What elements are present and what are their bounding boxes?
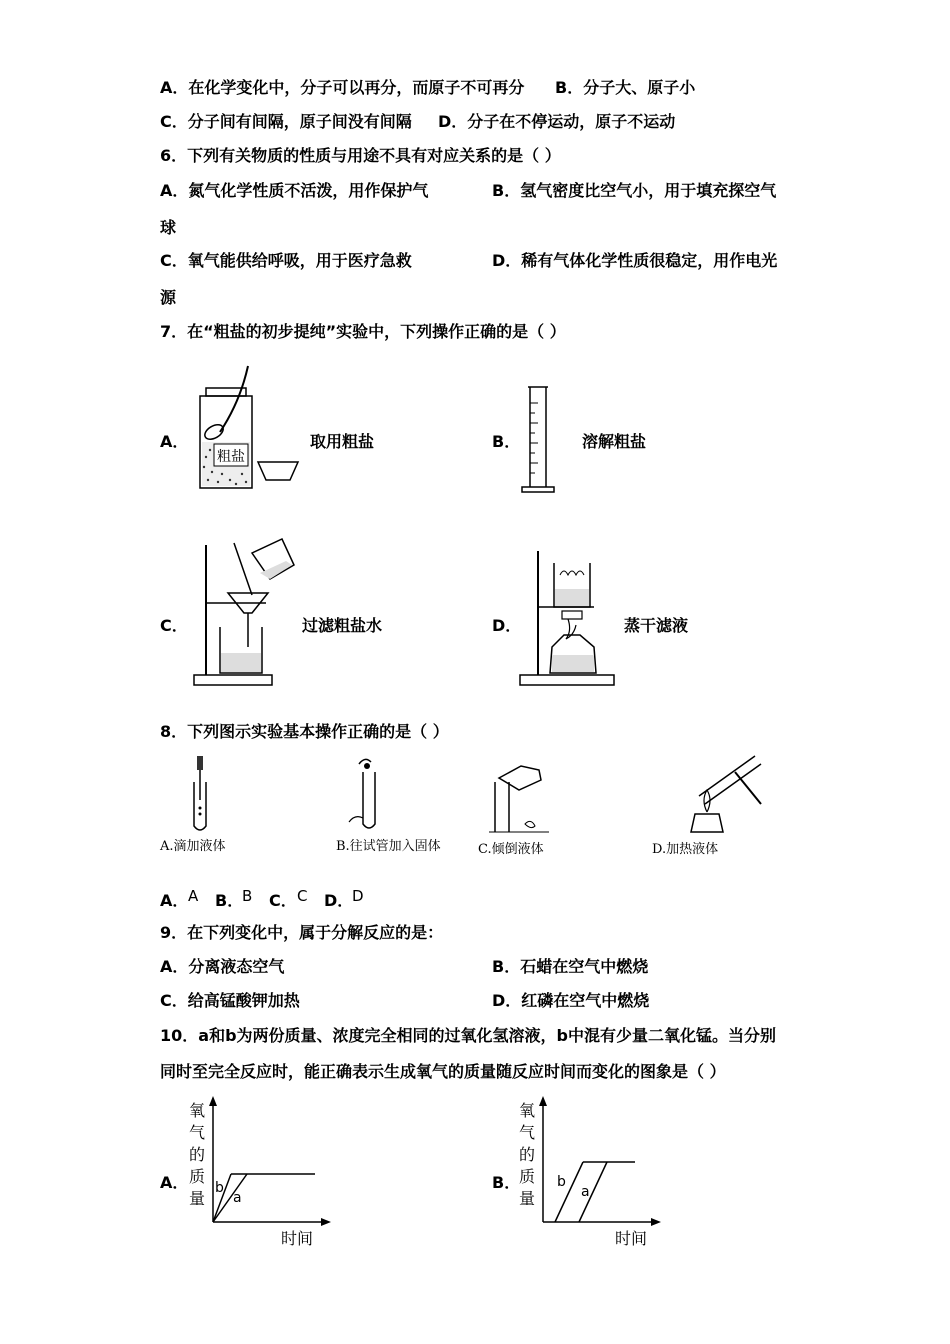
q5-option-b: B．分子大、原子小: [555, 78, 696, 97]
q6-option-a: A．氮气化学性质不活泼，用作保护气: [160, 181, 429, 200]
q10-stem-line1: 10．a和b为两份质量、浓度完全相同的过氧化氢溶液，b中混有少量二氧化锰。当分别: [160, 1026, 776, 1045]
graph-a-ylabel-3: 质: [189, 1167, 206, 1186]
q7-option-d-letter: D．: [492, 616, 522, 635]
q6-option-b-wrap: 球: [160, 218, 177, 237]
graph-a-xlabel: 时间: [281, 1229, 314, 1248]
graduated-cylinder-figure: [518, 383, 568, 498]
evaporation-apparatus-figure: [518, 545, 618, 690]
graph-b-label-a: a: [581, 1184, 590, 1200]
q7-option-b-letter: B．: [492, 432, 521, 451]
q7-stem: 7．在“粗盐的初步提纯”实验中，下列操作正确的是（ ）: [160, 322, 566, 341]
q9-option-b: B．石蜡在空气中燃烧: [492, 957, 649, 976]
q8-caption-d: D.加热液体: [652, 842, 719, 857]
q9-option-a: A．分离液态空气: [160, 957, 285, 976]
q6-option-b: B．氢气密度比空气小，用于填充探空气: [492, 181, 777, 200]
q9-option-c: C．给高锰酸钾加热: [160, 991, 300, 1010]
graph-b-ylabel-0: 氧: [519, 1101, 536, 1120]
graph-a-label-b: b: [215, 1180, 224, 1196]
q8-caption-b: B.往试管加入固体: [336, 839, 441, 854]
graph-b-ylabel-4: 量: [519, 1189, 536, 1208]
q8-choice-c-glyph: C: [297, 887, 308, 905]
graph-a-ylabel-0: 氧: [189, 1101, 206, 1120]
graph-a-ylabel-1: 气: [189, 1123, 206, 1142]
q8-choice-b-letter: B．: [215, 891, 244, 910]
q8-caption-a: A.滴加液体: [160, 839, 226, 854]
q7-option-b-text: 溶解粗盐: [582, 432, 647, 451]
graph-b-xlabel: 时间: [615, 1229, 648, 1248]
q8-stem: 8．下列图示实验基本操作正确的是（ ）: [160, 722, 449, 741]
reagent-jar-spoon-figure: [190, 362, 310, 492]
q6-option-c: C．氧气能供给呼吸，用于医疗急救: [160, 251, 412, 270]
q8-choice-a-glyph: A: [188, 887, 199, 905]
q9-option-d: D．红磷在空气中燃烧: [492, 991, 650, 1010]
q6-stem: 6．下列有关物质的性质与用途不具有对应关系的是（ ）: [160, 146, 561, 165]
q7-option-c-letter: C．: [160, 616, 188, 635]
q6-option-d: D．稀有气体化学性质很稳定，用作电光: [492, 251, 778, 270]
graph-b-ylabel-3: 质: [519, 1167, 536, 1186]
q9-stem: 9．在下列变化中，属于分解反应的是：: [160, 923, 444, 942]
q8-choice-b-glyph: B: [242, 887, 253, 905]
q8-choice-a-letter: A．: [160, 891, 189, 910]
graph-b-line-b: [555, 1162, 583, 1222]
graph-a-ylabel-2: 的: [189, 1145, 206, 1164]
solid-into-test-tube-figure: [345, 752, 395, 836]
q8-choice-d-letter: D．: [324, 891, 354, 910]
q5-option-c: C．分子间有间隔，原子间没有间隔: [160, 112, 412, 131]
q7-option-c-text: 过滤粗盐水: [302, 616, 383, 635]
graph-a-label-a: a: [233, 1190, 242, 1206]
q10-graph-a: [185, 1092, 345, 1252]
q6-option-d-wrap: 源: [160, 288, 177, 307]
jar-label-text: 粗盐: [217, 449, 245, 465]
q7-option-d-text: 蒸干滤液: [624, 616, 689, 635]
pouring-liquid-figure: [485, 752, 555, 836]
q10-option-b-letter: B．: [492, 1173, 521, 1192]
filtration-apparatus-figure: [190, 535, 300, 690]
graph-b-ylabel-1: 气: [519, 1123, 536, 1142]
q7-option-a-letter: A．: [160, 432, 189, 451]
q5-option-a: A．在化学变化中，分子可以再分，而原子不可再分: [160, 78, 525, 97]
dropper-test-tube-figure: [180, 752, 220, 836]
graph-a-ylabel-4: 量: [189, 1189, 206, 1208]
q8-choice-d-glyph: D: [352, 887, 364, 905]
q10-graph-b: [515, 1092, 675, 1252]
q5-option-d: D．分子在不停运动，原子不运动: [438, 112, 676, 131]
q7-option-a-text: 取用粗盐: [310, 432, 375, 451]
graph-b-ylabel-2: 的: [519, 1145, 536, 1164]
q8-caption-c: C.倾倒液体: [478, 842, 544, 857]
q8-choice-c-letter: C．: [269, 891, 297, 910]
q10-stem-line2: 同时至完全反应时，能正确表示生成氧气的质量随反应时间而变化的图象是（ ）: [160, 1062, 726, 1081]
q10-option-a-letter: A．: [160, 1173, 189, 1192]
heating-liquid-figure: [665, 752, 765, 836]
graph-b-label-b: b: [557, 1174, 566, 1190]
